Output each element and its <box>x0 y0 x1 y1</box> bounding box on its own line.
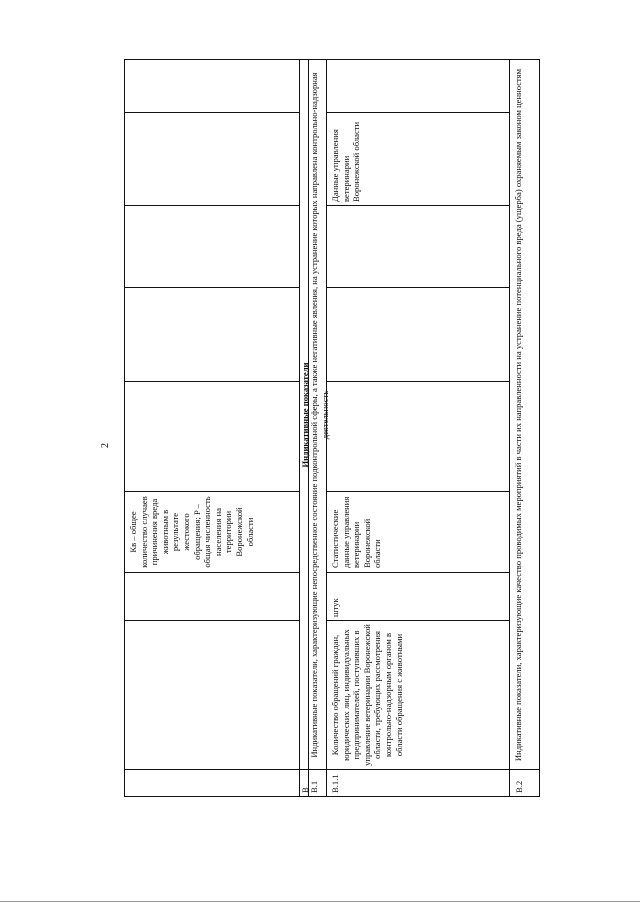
table-line <box>124 205 299 206</box>
row-code-b: В <box>300 787 310 793</box>
indicator-name: Количество обращений граждан, юридических лиц, индивидуальных предпринимателей, поступивших в управление ветеринарии Воронежской области, требующих рассмотрения контрольно-надзорным органом в области обращения с животными <box>330 624 404 766</box>
source-data: Данные управления ветеринарии Воронежской области <box>330 121 362 202</box>
table-line <box>124 287 299 288</box>
table-line <box>326 287 509 288</box>
table-line <box>124 491 299 492</box>
rotated-page <box>69 59 547 797</box>
table-line <box>326 112 509 113</box>
indicators-table <box>124 59 544 797</box>
table-line <box>539 59 540 797</box>
table-line <box>124 796 539 797</box>
source-stat: Статистические данные управления ветеринарии Воронежской области <box>330 496 383 568</box>
row-b1-text: Индикативные показатели, характеризующие непосредственное состояние подконтрольной сферы, а также негативные явления, на устранение которых направлена контрольно-надзорная деятельность <box>309 72 330 758</box>
formula-text: Кв – общее количество случаев причинения вреда животным в результате жестокого обращения; P – общая численность населения на территории Воронежской области <box>128 496 255 568</box>
table-line <box>124 59 539 60</box>
row-code-b2: В.2 <box>514 780 524 793</box>
unit-cell: штук <box>330 598 340 617</box>
row-code-b11: В.1.1 <box>330 774 340 793</box>
table-line <box>124 769 539 770</box>
row-code-b1: В.1 <box>309 780 319 793</box>
section-heading: Индикативные показатели <box>300 362 310 468</box>
row-b2-text: Индикативные показатели, характеризующие качество проводимых мероприятий в части их направленности на устранение потенциального вреда (ущерба) охраняемым законом ценностям <box>513 68 523 762</box>
table-line <box>124 620 299 621</box>
table-line <box>124 112 299 113</box>
page-number: 2 <box>100 443 111 448</box>
table-line <box>326 620 509 621</box>
table-line <box>124 59 125 797</box>
page-bottom-edge <box>0 901 640 902</box>
table-line <box>124 381 299 382</box>
table-line <box>326 491 509 492</box>
table-line <box>326 205 509 206</box>
table-line <box>509 59 510 797</box>
table-line <box>124 572 299 573</box>
table-line <box>326 381 509 382</box>
table-line <box>326 572 509 573</box>
